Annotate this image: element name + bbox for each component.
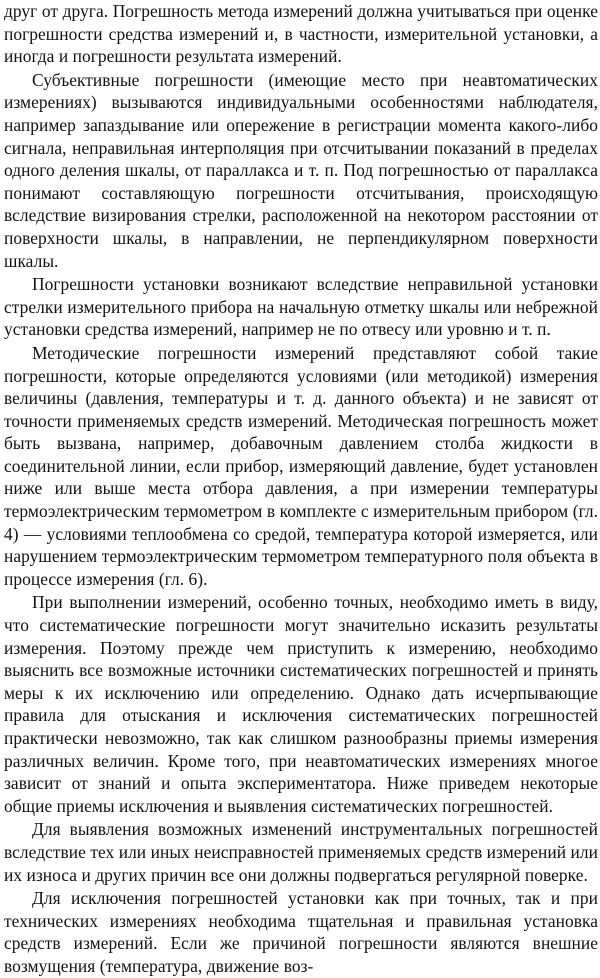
paragraph-2: Субъективные погрешности (имеющие место при неавтоматических измерениях) вызываются индивидуальными особенностями наблюдателя, например запаздывание или опережение в регистрации момента какого-либо сигнала, неправильная интерполяция при отсчитывании показаний в пределах одного деления шкалы, от параллакса и т. п. Под погрешностью от параллакса понимают составляющую погрешности отсчитывания, происходящую вследствие визирования стрелки, расположенной на некотором расстоянии от поверхности шкалы, в направлении, не перпендикулярном поверхности шкалы.	[4, 69, 598, 271]
paragraph-4: Методические погрешности измерений представляют собой такие погрешности, которые определяются условиями (или методикой) измерения величины (давления, температуры и т. д. данного объекта) и не зависят от точности применяемых средств измерений. Методическая погрешность может быть вызвана, например, добавочным давлением столба жидкости в соединительной линии, если прибор, измеряющий давление, будет установлен ниже или выше места отбора давления, а при измерении температуры термоэлектрическим термометром в комплекте с измерительным прибором (гл. 4) — условиями теплообмена со средой, температура которой измеряется, или нарушением термоэлектрическим термометром температурного поля объекта в процессе измерения (гл. 6).	[4, 342, 598, 589]
paragraph-7: Для исключения погрешностей установки как при точных, так и при технических измерениях необходима тщательная и правильная установка средств измерений. Если же причиной погрешности являются внешние возмущения (температура, движение воз-	[4, 888, 598, 976]
paragraph-1: друг от друга. Погрешность метода измерений должна учитываться при оценке погрешности средства измерений и, в частности, измерительной установки, а иногда и погрешности результата измерений.	[4, 1, 598, 67]
paragraph-3: Погрешности установки возникают вследствие неправильной установки стрелки измерительного прибора на начальную отметку шкалы или небрежной установки средства измерений, например не по отвесу или уровню и т. п.	[4, 274, 598, 340]
paragraph-5: При выполнении измерений, особенно точных, необходимо иметь в виду, что систематические погрешности могут значительно исказить результаты измерения. Поэтому прежде чем приступить к измерению, необходимо выяснить все возможные источники систематических погрешностей и принять меры к их исключению или определению. Однако дать исчерпывающие правила для отыскания и исключения систематических погрешностей практически невозможно, так как слишком разнообразны приемы измерения различных величин. Кроме того, при неавтоматических измерениях многое зависит от знаний и опыта экспериментатора. Ниже приведем некоторые общие приемы исключения и выявления систематических погрешностей.	[4, 592, 598, 816]
paragraph-6: Для выявления возможных изменений инструментальных погрешностей вследствие тех или иных неисправностей применяемых средств измерений или их износа и других причин все они должны подвергаться регулярной поверке.	[4, 819, 598, 885]
